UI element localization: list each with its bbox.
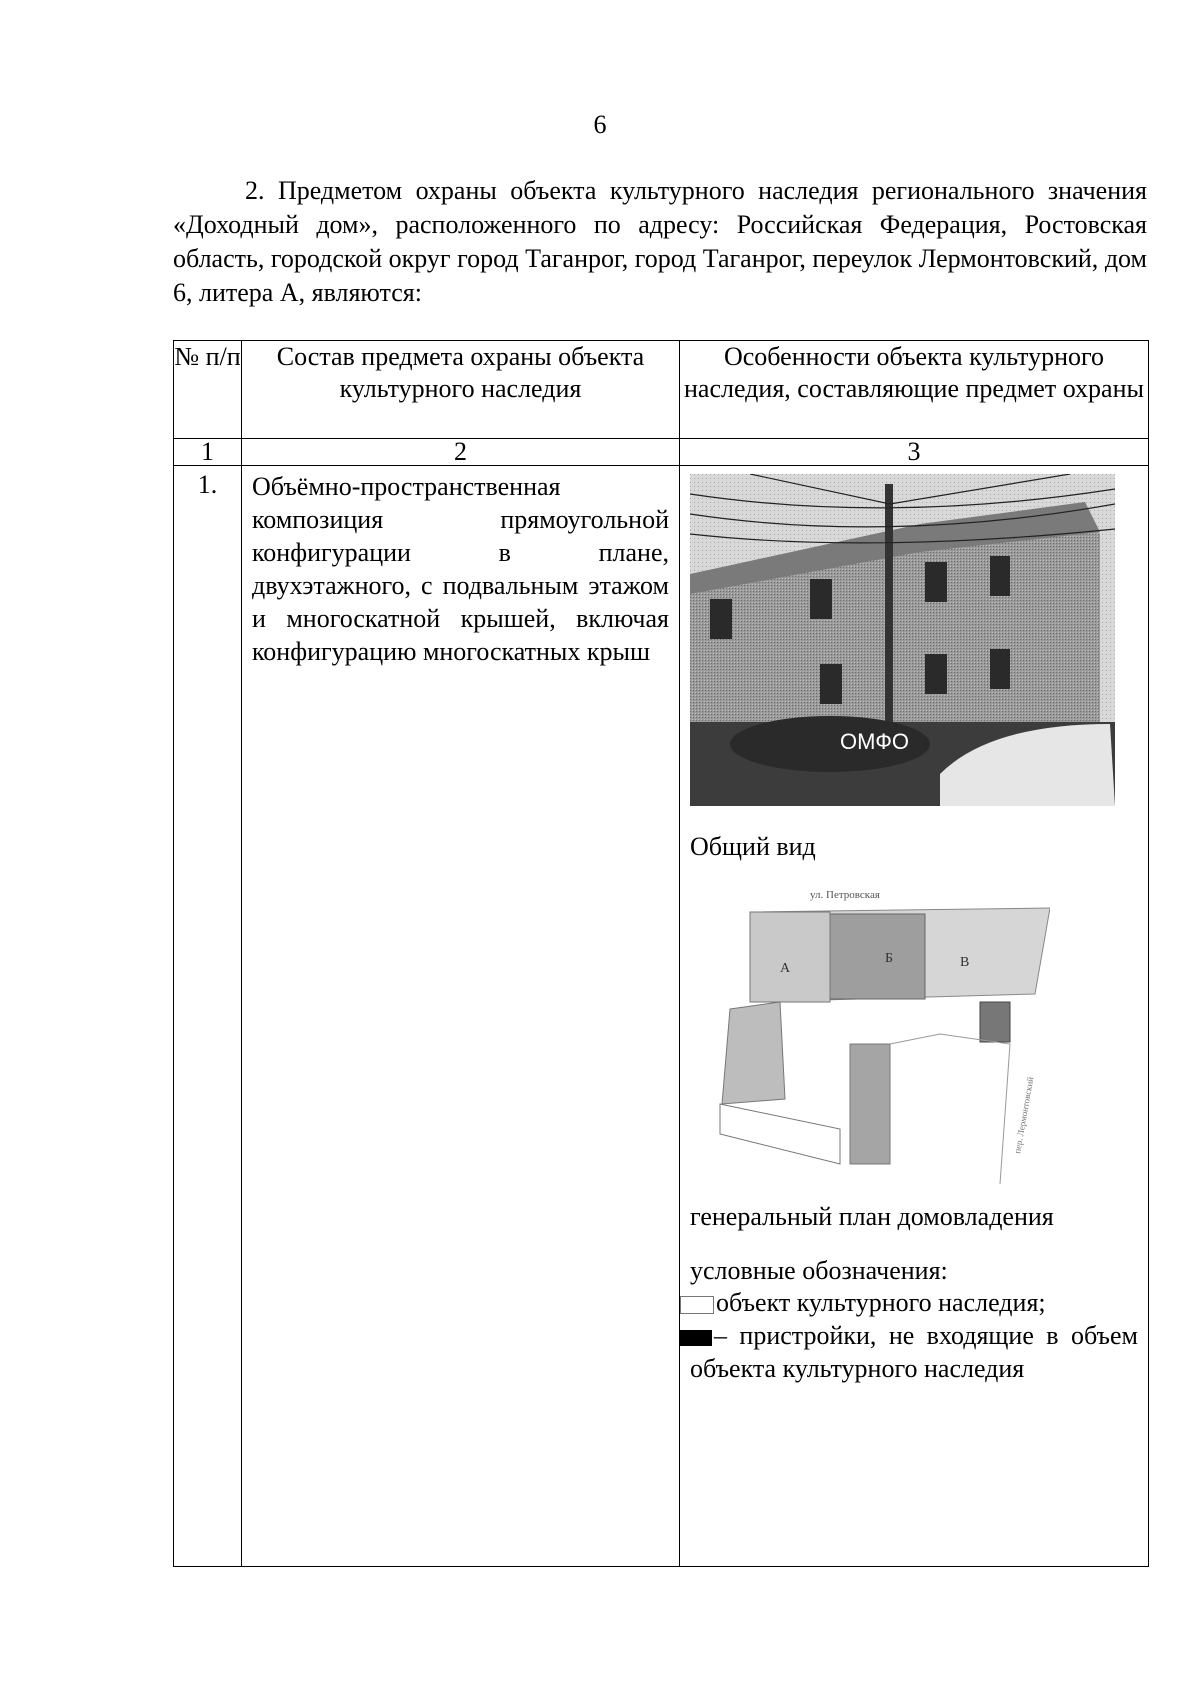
legend-white-swatch <box>680 1296 714 1314</box>
column-numbers-row <box>174 439 1149 466</box>
column-number-3: 3 <box>680 439 1149 466</box>
legend-black-swatch <box>680 1330 712 1346</box>
heritage-table <box>173 340 1149 1567</box>
column-number-2: 2 <box>242 439 680 466</box>
header-composition: Состав предмета охраны объекта культурного наследия <box>242 341 680 439</box>
photo-caption: Общий вид <box>690 832 816 861</box>
legend-item-1-text: объект культурного наследия; <box>716 1288 1046 1317</box>
header-number: № п/п <box>174 341 242 439</box>
site-plan <box>700 884 1050 1184</box>
building-photo <box>690 474 1115 806</box>
legend-item-heritage <box>690 1286 1138 1319</box>
table-row <box>174 466 1149 1567</box>
legend-item-2-text: – пристройки, не входящие в объем объекта культурного наследия <box>690 1321 1138 1383</box>
row-description: Объёмно-пространственная композиция прямоугольной конфигурации в плане, двухэтажного, с подвальным этажом и многоскатной крышей, включая конфигурацию многоскатных крыш <box>242 466 680 1567</box>
plan-side-street-label: пер. Лермонтовский <box>1012 1076 1036 1155</box>
legend-item-annex <box>690 1319 1138 1385</box>
page-number: 6 <box>593 110 607 139</box>
photo-sign-text: ОМФО <box>840 729 910 754</box>
row-number: 1. <box>174 466 242 1567</box>
plan-letter-a: А <box>780 961 791 976</box>
plan-letter-b: Б <box>885 951 894 966</box>
plan-street-label: ул. Петровская <box>810 889 880 901</box>
legend-title: условные обозначения: <box>690 1256 948 1285</box>
column-number-1: 1 <box>174 439 242 466</box>
plan-letter-v: В <box>960 955 970 970</box>
intro-paragraph: 2. Предметом охраны объекта культурного наследия регионального значения «Доходный дом», расположенного по адресу: Российская Федерация, Ростовская область, городской округ город Таганрог, город Таганрог, переулок Лермонтовский, дом 6, литера А, являются: <box>173 176 1147 307</box>
plan-caption: генеральный план домовладения <box>690 1202 1054 1231</box>
table-header-row <box>174 341 1149 439</box>
header-features: Особенности объекта культурного наследия, составляющие предмет охраны <box>680 341 1149 439</box>
row-features-cell <box>680 466 1149 1567</box>
